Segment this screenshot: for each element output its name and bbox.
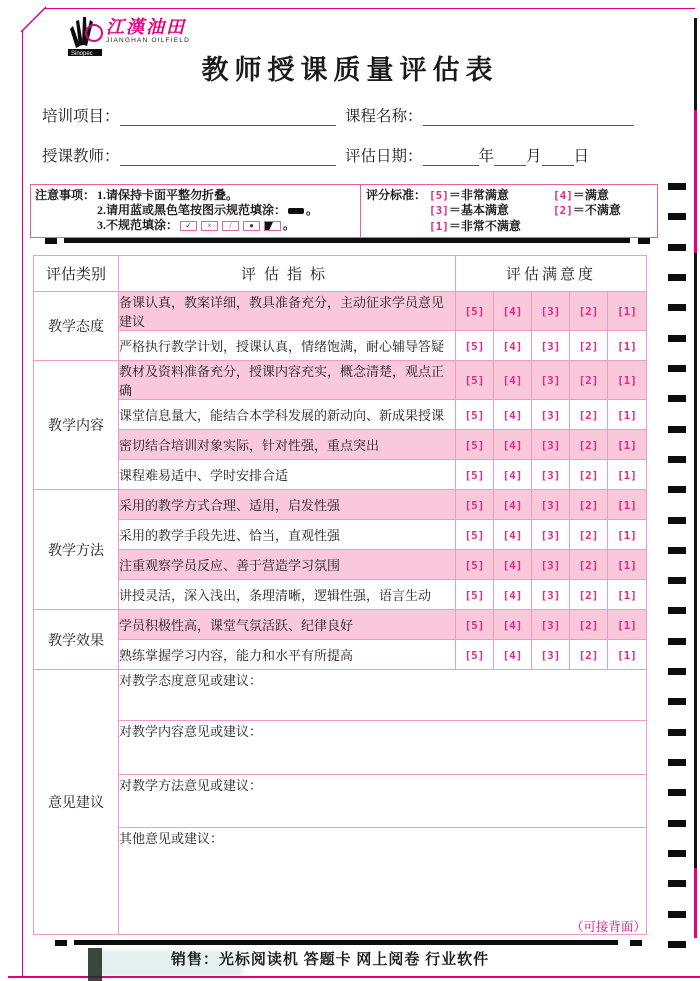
bubble-icon: [5] [464,498,485,512]
indicator-text: 注重观察学员反应、善于营造学习氛围 [119,550,456,580]
bubble-icon: [1] [617,528,637,542]
rating-bubble-1[interactable] [608,550,647,580]
suggestion-label: 对教学方法意见或建议： [119,778,263,793]
card-left-border [22,30,23,977]
sales-footer-text: 销售：光标阅读机 答题卡 网上阅卷 行业软件 [170,952,490,968]
table-row [34,721,647,775]
brand-subtitle: JIANGHAN OILFIELD [106,37,190,44]
rating-bubble-4[interactable] [494,580,532,610]
bubble-icon: [5] [464,305,485,318]
right-edge-black-segment [694,253,697,868]
rating-bubble-3[interactable] [532,580,570,610]
notice-line-1: 1.请保持卡面平整勿折叠。 [97,188,239,202]
slash-fill-example-icon: / [222,221,239,231]
rating-bubble-5[interactable] [456,400,494,430]
scale-item-2: [2]＝不满意 [553,203,621,218]
day-label: 日 [573,148,590,165]
timing-mark [668,274,686,281]
category-cell: 教学内容 [34,361,119,490]
table-row [34,610,647,640]
bubble-icon: [4] [502,498,523,512]
rating-bubble-4[interactable] [494,520,532,550]
scale-item-4: [4]＝满意 [553,188,609,202]
registration-square [55,940,67,946]
continue-on-back-note: （可接背面） [570,920,646,934]
timing-mark [668,486,686,493]
rating-bubble-1[interactable] [608,331,647,361]
timing-mark [668,335,686,342]
table-header-row [34,256,647,292]
card-top-border [45,8,695,9]
indicator-text: 学员积极性高，课堂气氛活跃、纪律良好 [119,610,456,640]
bubble-icon: [2] [578,305,599,318]
timing-mark [668,365,686,372]
rating-bubble-1[interactable] [608,640,647,670]
bubble-icon: [3] [540,468,561,482]
timing-mark [668,547,686,554]
bubble-icon: [4] [502,438,523,452]
training-project-input[interactable] [120,106,336,126]
indicator-text: 课程难易适中、学时安排合适 [119,460,456,490]
rating-bubble-4[interactable] [494,490,532,520]
bubble-icon: [5] [464,468,485,482]
header-satisfaction: 评估满意度 [456,256,647,292]
table-row [34,460,647,490]
table-row [34,775,647,828]
indicator-text: 教材及资料准备充分，授课内容充实，概念清楚，观点正确 [119,361,456,400]
timing-mark [668,183,686,190]
timing-mark [668,911,686,918]
bubble-icon: [1] [617,408,637,422]
rating-bubble-1[interactable] [608,520,647,550]
timing-mark [668,698,686,705]
bubble-icon: [5] [464,648,485,662]
bubble-icon: [5] [464,374,485,387]
bubble-icon: [2] [578,528,599,542]
rating-bubble-4[interactable] [494,610,532,640]
rating-bubble-3[interactable] [532,490,570,520]
scale-bubble-icon: [4] [553,189,573,202]
rating-bubble-2[interactable] [570,460,608,490]
header-indicator: 评估指标 [119,256,456,292]
bubble-icon: [3] [540,618,561,632]
bubble-icon: [5] [464,558,485,572]
category-cell: 教学态度 [34,292,119,361]
rating-bubble-4[interactable] [494,640,532,670]
timing-mark [668,789,686,796]
indicator-text: 密切结合培训对象实际，针对性强，重点突出 [119,430,456,460]
timing-mark [668,941,686,948]
timing-mark [668,729,686,736]
scale-bubble-icon: [2] [553,204,573,218]
suggestion-label: 其他意见或建议： [119,831,224,846]
bubble-icon: [2] [578,648,599,662]
rating-bubble-2[interactable] [570,400,608,430]
bubble-icon: [4] [502,374,523,387]
table-row [34,640,647,670]
rating-bubble-2[interactable] [570,640,608,670]
teacher-field [42,144,336,166]
rating-bubble-2[interactable] [570,490,608,520]
bubble-icon: [3] [540,305,561,318]
svg-text:Sinopec: Sinopec [71,51,93,57]
header-category: 评估类别 [34,256,119,292]
notice-line-3: 3.不规范填涂： ✓ × / ● 。 [97,218,296,232]
bubble-icon: [4] [502,305,523,318]
registration-square [638,238,650,244]
timing-mark [668,638,686,645]
rating-bubble-1[interactable] [608,460,647,490]
notice-items [97,188,318,234]
rating-bubble-4[interactable] [494,331,532,361]
bubble-icon: [4] [502,528,523,542]
rating-bubble-4[interactable] [494,292,532,331]
right-edge-magenta-segment [694,868,697,938]
rating-bubble-5[interactable] [456,520,494,550]
timing-mark [668,759,686,766]
bubble-icon: [1] [617,558,637,572]
date-year-input[interactable] [423,146,479,166]
timing-mark [668,213,686,220]
timing-mark [668,820,686,827]
bubble-icon: [5] [464,528,485,542]
bubble-icon: [2] [578,408,599,422]
bubble-icon: [3] [540,588,561,602]
scale-item-5: [5]＝非常满意 [429,188,509,202]
rating-bubble-1[interactable] [608,580,647,610]
bubble-icon: [2] [578,558,599,572]
timing-mark [668,244,686,251]
bubble-icon: [1] [617,648,637,662]
rating-bubble-3[interactable] [532,610,570,640]
rating-bubble-1[interactable] [608,490,647,520]
bubble-icon: [1] [617,438,637,452]
check-fill-example-icon: ✓ [180,221,197,231]
teacher-input[interactable] [120,146,336,166]
bubble-icon: [4] [502,618,523,632]
rating-bubble-2[interactable] [570,520,608,550]
indicator-text: 采用的教学手段先进、恰当，直观性强 [119,520,456,550]
dot-fill-example-icon: ● [243,221,260,231]
bubble-icon: [1] [617,498,637,512]
rating-bubble-5[interactable] [456,490,494,520]
table-row [34,520,647,550]
scale-item-3: [3]＝基本满意 [429,203,509,218]
brand-name: 江漢油田 [106,17,186,37]
indicator-text: 熟练掌握学习内容，能力和水平有所提高 [119,640,456,670]
rating-bubble-4[interactable] [494,430,532,460]
bubble-icon: [5] [464,408,485,422]
indicator-text: 课堂信息量大，能结合本学科发展的新动向、新成果授课 [119,400,456,430]
bubble-icon: [3] [540,648,561,662]
category-cell: 教学效果 [34,610,119,670]
cross-fill-example-icon: × [201,221,218,231]
course-name-label: 课程名称： [345,108,423,125]
bubble-icon: [2] [578,374,599,387]
bubble-icon: [4] [502,558,523,572]
bubble-icon: [3] [540,374,561,387]
rating-scale-box [360,184,658,238]
scale-heading: 评分标准： [366,188,427,202]
category-cell: 教学方法 [34,490,119,610]
incorrect-fill-marks [178,218,283,232]
separator-bar-bottom [74,940,618,945]
table-row [34,580,647,610]
rating-bubble-4[interactable] [494,460,532,490]
scale-bubble-icon: [5] [429,189,449,202]
rating-bubble-3[interactable] [532,400,570,430]
rating-bubble-4[interactable] [494,400,532,430]
timing-mark [668,395,686,402]
bubble-icon: [3] [540,528,561,542]
rating-bubble-3[interactable] [532,430,570,460]
bubble-icon: [2] [578,588,599,602]
indicator-text: 备课认真，教案详细，教具准备充分，主动征求学员意见建议 [119,292,456,331]
training-project-field [42,104,336,126]
rating-bubble-3[interactable] [532,361,570,400]
right-edge-magenta-segment [694,110,697,253]
table-row [34,331,647,361]
bubble-icon: [1] [617,374,637,387]
timing-mark [668,426,686,433]
teacher-label: 授课教师： [42,148,120,165]
rating-bubble-5[interactable] [456,331,494,361]
rating-bubble-3[interactable] [532,460,570,490]
registration-square [630,940,642,946]
bubble-icon: [5] [464,339,485,353]
rating-bubble-3[interactable] [532,520,570,550]
rating-bubble-2[interactable] [570,580,608,610]
timing-mark [668,304,686,311]
bubble-icon: [3] [540,339,561,353]
bubble-icon: [1] [617,339,637,353]
rating-bubble-2[interactable] [570,550,608,580]
timing-mark [668,517,686,524]
half-fill-example-icon [264,221,281,231]
rating-bubble-2[interactable] [570,292,608,331]
indicator-text: 采用的教学方式合理、适用，启发性强 [119,490,456,520]
scale-item-1: [1]＝非常不满意 [429,218,521,233]
date-month-input[interactable] [494,146,526,166]
indicator-text: 严格执行教学计划，授课认真，情绪饱满，耐心辅导答疑 [119,331,456,361]
rating-bubble-3[interactable] [532,331,570,361]
rating-bubble-5[interactable] [456,460,494,490]
notice-box [30,184,362,238]
table-row [34,361,647,400]
scale-items [429,188,621,234]
correct-fill-mark-icon [288,208,304,214]
rating-bubble-5[interactable] [456,640,494,670]
bubble-icon: [5] [464,438,485,452]
date-label: 评估日期： [345,148,423,165]
evaluation-table [33,255,647,935]
rating-bubble-2[interactable] [570,361,608,400]
table-row [34,490,647,520]
suggestion-cell[interactable] [119,721,647,775]
table-row [34,400,647,430]
date-day-input[interactable] [542,146,574,166]
category-cell: 意见建议 [34,670,119,935]
rating-bubble-1[interactable] [608,610,647,640]
separator-bar-top [64,238,630,243]
scale-bubble-icon: [3] [429,204,449,218]
table-row [34,670,647,721]
bubble-icon: [4] [502,408,523,422]
bubble-icon: [2] [578,339,599,353]
bubble-icon: [4] [502,648,523,662]
bubble-icon: [1] [617,588,637,602]
bubble-icon: [4] [502,339,523,353]
rating-bubble-5[interactable] [456,430,494,460]
suggestion-cell[interactable] [119,775,647,828]
rating-bubble-5[interactable] [456,580,494,610]
rating-bubble-2[interactable] [570,331,608,361]
bubble-icon: [4] [502,588,523,602]
card-bottom-border [8,976,700,978]
table-row [34,550,647,580]
scale-bubble-icon: [1] [429,219,449,233]
notice-heading: 注意事项： [35,188,96,202]
bubble-icon: [1] [617,618,637,632]
bubble-icon: [3] [540,558,561,572]
rating-bubble-5[interactable] [456,292,494,331]
bubble-icon: [3] [540,408,561,422]
rating-bubble-3[interactable] [532,640,570,670]
bubble-icon: [3] [540,438,561,452]
training-project-label: 培训项目： [42,108,120,125]
timing-mark [668,577,686,584]
bubble-icon: [5] [464,618,485,632]
brand-block [106,17,190,44]
rating-bubble-5[interactable] [456,550,494,580]
indicator-text: 讲授灵活，深入浅出，条理清晰，逻辑性强，语言生动 [119,580,456,610]
table-row [34,292,647,331]
notice-line-2: 2.请用蓝或黑色笔按图示规范填涂： 。 [97,203,319,217]
bubble-icon: [4] [502,468,523,482]
timing-mark [668,607,686,614]
timing-mark [668,880,686,887]
rating-bubble-2[interactable] [570,610,608,640]
bubble-icon: [2] [578,438,599,452]
course-name-field [345,104,634,126]
rating-bubble-5[interactable] [456,610,494,640]
rating-bubble-2[interactable] [570,430,608,460]
rating-bubble-1[interactable] [608,430,647,460]
bubble-icon: [1] [617,468,637,482]
registration-square [45,238,57,244]
rating-bubble-1[interactable] [608,292,647,331]
rating-bubble-4[interactable] [494,550,532,580]
course-name-input[interactable] [423,106,634,126]
rating-bubble-1[interactable] [608,400,647,430]
suggestion-label: 对教学内容意见或建议： [119,724,263,739]
bubble-icon: [1] [617,305,637,318]
rating-bubble-5[interactable] [456,361,494,400]
rating-bubble-1[interactable] [608,361,647,400]
month-label: 月 [526,148,542,165]
rating-bubble-4[interactable] [494,361,532,400]
bubble-icon: [5] [464,588,485,602]
rating-bubble-3[interactable] [532,292,570,331]
bubble-icon: [2] [578,498,599,512]
timing-mark [668,668,686,675]
bubble-icon: [2] [578,468,599,482]
timing-mark [668,850,686,857]
suggestion-cell[interactable] [119,670,647,721]
table-row [34,430,647,460]
form-title: 教师授课质量评估表 [201,55,499,85]
suggestion-label: 对教学态度意见或建议： [119,673,263,688]
bubble-icon: [3] [540,498,561,512]
date-field [345,144,589,166]
rating-bubble-3[interactable] [532,550,570,580]
bubble-icon: [2] [578,618,599,632]
year-label: 年 [478,148,495,165]
timing-mark [668,456,686,463]
